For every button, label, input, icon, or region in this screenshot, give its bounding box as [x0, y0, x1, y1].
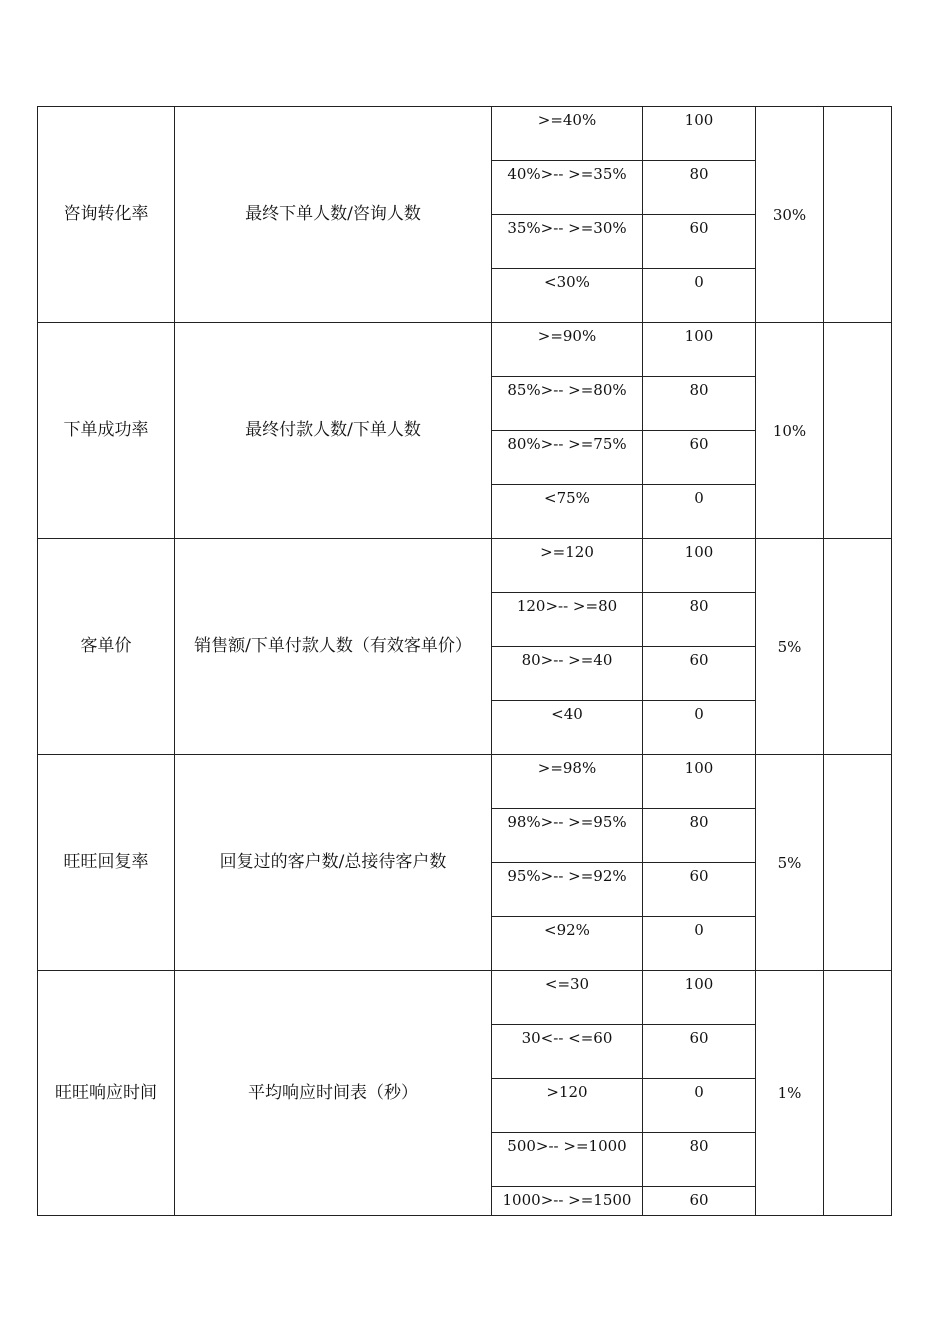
tier-range: 120>-- >=80	[492, 593, 643, 647]
tier-score: 100	[643, 755, 756, 809]
metric-formula: 最终下单人数/咨询人数	[175, 107, 492, 323]
tier-range: 95%>-- >=92%	[492, 863, 643, 917]
tier-range: 40%>-- >=35%	[492, 161, 643, 215]
tier-score: 0	[643, 1079, 756, 1133]
tier-score: 80	[643, 1133, 756, 1187]
tier-score: 60	[643, 431, 756, 485]
tier-range: <75%	[492, 485, 643, 539]
metric-formula: 平均响应时间表（秒）	[175, 971, 492, 1216]
tier-range: 80>-- >=40	[492, 647, 643, 701]
tier-score: 60	[643, 215, 756, 269]
tier-range: 30<-- <=60	[492, 1025, 643, 1079]
tier-score: 60	[643, 1025, 756, 1079]
tier-range: <92%	[492, 917, 643, 971]
tier-range: 85%>-- >=80%	[492, 377, 643, 431]
tier-range: 500>-- >=1000	[492, 1133, 643, 1187]
tier-score: 0	[643, 917, 756, 971]
metric-name: 下单成功率	[38, 323, 175, 539]
tier-score: 0	[643, 485, 756, 539]
tier-score: 80	[643, 161, 756, 215]
tier-range: 35%>-- >=30%	[492, 215, 643, 269]
tier-score: 80	[643, 809, 756, 863]
tier-score: 80	[643, 593, 756, 647]
tier-score: 0	[643, 269, 756, 323]
table-row	[38, 755, 892, 809]
tier-score: 60	[643, 1187, 756, 1216]
table-row	[38, 971, 892, 1025]
tier-score: 0	[643, 701, 756, 755]
tier-score: 100	[643, 323, 756, 377]
metric-name: 旺旺回复率	[38, 755, 175, 971]
tier-score: 100	[643, 539, 756, 593]
metric-weight: 1%	[756, 971, 824, 1216]
metric-weight: 5%	[756, 539, 824, 755]
table-row	[38, 107, 892, 161]
metric-name: 客单价	[38, 539, 175, 755]
blank-cell	[824, 971, 892, 1216]
metric-name: 旺旺响应时间	[38, 971, 175, 1216]
tier-range: 98%>-- >=95%	[492, 809, 643, 863]
blank-cell	[824, 539, 892, 755]
blank-cell	[824, 107, 892, 323]
table-row	[38, 323, 892, 377]
tier-range: <40	[492, 701, 643, 755]
metric-weight: 5%	[756, 755, 824, 971]
metric-formula: 最终付款人数/下单人数	[175, 323, 492, 539]
tier-range: >=98%	[492, 755, 643, 809]
tier-range: <=30	[492, 971, 643, 1025]
blank-cell	[824, 323, 892, 539]
tier-range: >=40%	[492, 107, 643, 161]
metric-weight: 30%	[756, 107, 824, 323]
tier-range: >=120	[492, 539, 643, 593]
metric-formula: 回复过的客户数/总接待客户数	[175, 755, 492, 971]
tier-range: <30%	[492, 269, 643, 323]
metric-name: 咨询转化率	[38, 107, 175, 323]
tier-score: 60	[643, 647, 756, 701]
tier-range: >=90%	[492, 323, 643, 377]
tier-range: 80%>-- >=75%	[492, 431, 643, 485]
table-row	[38, 539, 892, 593]
tier-score: 80	[643, 377, 756, 431]
kpi-table	[37, 106, 892, 1216]
tier-range: >120	[492, 1079, 643, 1133]
blank-cell	[824, 755, 892, 971]
metric-weight: 10%	[756, 323, 824, 539]
tier-range: 1000>-- >=1500	[492, 1187, 643, 1216]
tier-score: 100	[643, 107, 756, 161]
tier-score: 60	[643, 863, 756, 917]
metric-formula: 销售额/下单付款人数（有效客单价）	[175, 539, 492, 755]
tier-score: 100	[643, 971, 756, 1025]
